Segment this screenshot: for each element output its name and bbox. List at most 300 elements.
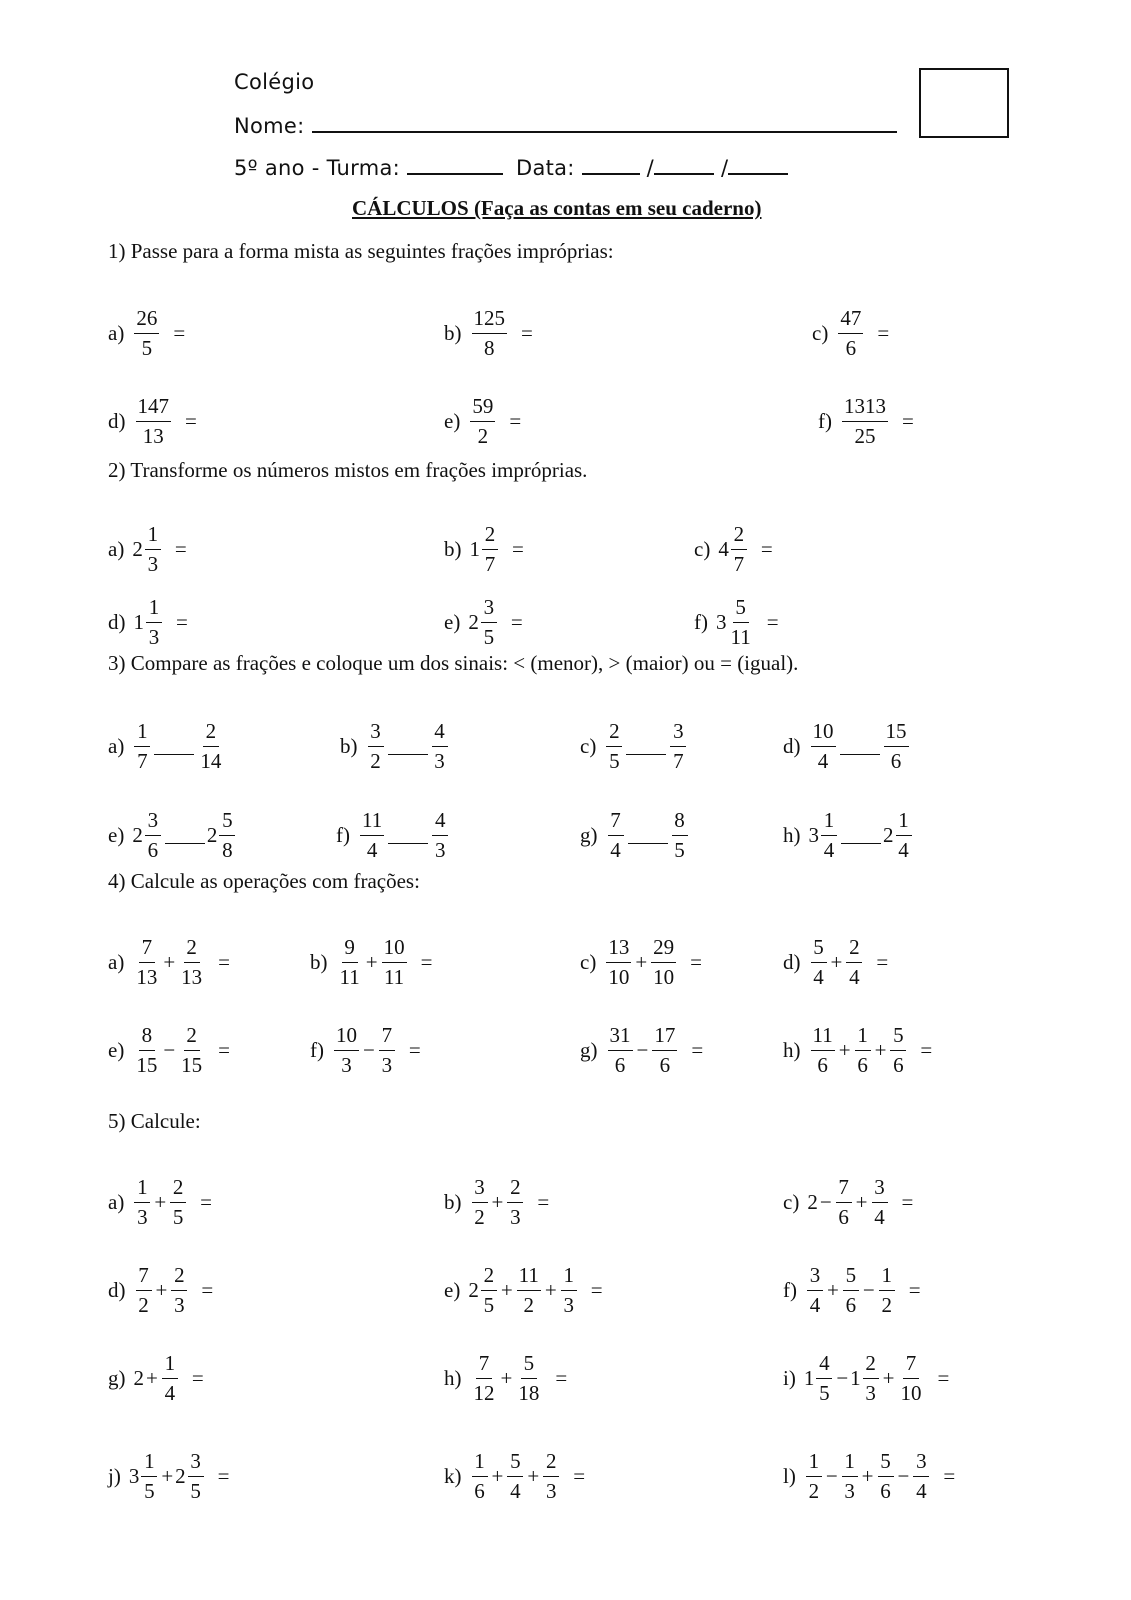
fraction-numerator: 10 [334, 1025, 359, 1051]
exercise-item [108, 308, 185, 359]
equals-sign: = [217, 1464, 230, 1488]
fraction-denominator: 7 [137, 749, 148, 773]
item-label: b) [340, 734, 358, 758]
fraction-denominator: 6 [845, 336, 857, 360]
fraction-numerator: 7 [608, 810, 624, 836]
exercise-item [444, 308, 533, 359]
equals-sign: = [902, 409, 914, 433]
item-label: f) [336, 823, 350, 847]
fraction-numerator: 13 [606, 937, 631, 963]
item-label: a) [108, 950, 125, 974]
exercise-item [108, 1353, 204, 1404]
fraction-numerator: 29 [651, 937, 676, 963]
exercise-item [310, 937, 432, 988]
operator: − [836, 1366, 849, 1390]
fraction-denominator: 13 [181, 965, 203, 989]
fraction [141, 1451, 157, 1502]
fraction [652, 1025, 677, 1076]
equals-sign: = [509, 409, 522, 433]
fraction [896, 810, 912, 861]
fraction-denominator: 3 [341, 1053, 352, 1077]
fraction-denominator: 2 [523, 1293, 535, 1317]
fraction [145, 810, 161, 861]
name-label: Nome: [234, 114, 305, 138]
equals-sign: = [173, 321, 186, 345]
answer-blank[interactable] [840, 754, 880, 755]
fraction [432, 721, 448, 772]
whole-number: 2 [175, 1464, 186, 1488]
item-label: e) [108, 823, 125, 847]
fraction-numerator: 1313 [842, 396, 888, 422]
whole-number: 3 [716, 610, 727, 634]
fraction [811, 1025, 835, 1076]
whole-number: 2 [807, 1190, 818, 1214]
name-field[interactable] [312, 113, 897, 133]
grade-date-row [234, 155, 788, 180]
fraction-numerator: 3 [188, 1451, 204, 1477]
fraction-numerator: 2 [184, 937, 200, 963]
fraction [470, 396, 495, 447]
operator: − [636, 1038, 649, 1062]
fraction [379, 1025, 395, 1076]
fraction-denominator: 3 [434, 749, 445, 773]
answer-blank[interactable] [154, 754, 194, 755]
item-label: d) [783, 734, 801, 758]
equals-sign: = [420, 950, 433, 974]
fraction-denominator: 6 [659, 1053, 671, 1077]
fraction [878, 1451, 894, 1502]
item-label: d) [108, 610, 126, 634]
fraction-numerator: 1 [879, 1265, 895, 1291]
fraction-numerator: 7 [136, 1265, 152, 1291]
fraction-numerator: 3 [145, 810, 161, 836]
fraction-numerator: 1 [842, 1451, 858, 1477]
fraction-numerator: 1 [855, 1025, 871, 1051]
fraction-numerator: 1 [134, 721, 150, 747]
fraction-numerator: 1 [806, 1451, 822, 1477]
exercise-item [108, 1177, 212, 1228]
fraction-numerator: 11 [360, 810, 384, 836]
operator: + [635, 950, 648, 974]
fraction-numerator: 17 [652, 1025, 677, 1051]
fraction [836, 1177, 852, 1228]
fraction-denominator: 5 [483, 1293, 495, 1317]
fraction [188, 1451, 204, 1502]
equals-sign: = [766, 610, 779, 634]
item-label: g) [580, 823, 598, 847]
item-label: b) [310, 950, 328, 974]
fraction-numerator: 10 [811, 721, 836, 747]
exercise-item [444, 396, 521, 447]
equals-sign: = [218, 1038, 231, 1062]
fraction [608, 1025, 633, 1076]
item-label: e) [444, 610, 461, 634]
whole-number: 3 [808, 823, 819, 847]
fraction-denominator: 2 [477, 424, 489, 448]
equals-sign: = [760, 537, 773, 561]
item-label: f) [310, 1038, 324, 1062]
fraction [879, 1265, 895, 1316]
exercise-item [108, 1265, 213, 1316]
fraction [821, 810, 837, 861]
answer-blank[interactable] [388, 754, 428, 755]
equals-sign: = [185, 409, 197, 433]
fraction-numerator: 1 [821, 810, 837, 836]
equals-sign: = [573, 1464, 586, 1488]
q5-prompt: 5) Calcule: [108, 1109, 201, 1133]
fraction-denominator: 2 [808, 1479, 820, 1503]
fraction-denominator: 5 [190, 1479, 201, 1503]
fraction-numerator: 2 [170, 1177, 186, 1203]
item-label: a) [108, 1190, 125, 1214]
fraction-numerator: 3 [807, 1265, 823, 1291]
fraction-denominator: 5 [141, 336, 153, 360]
grade-label: 5º ano - Turma: [234, 156, 400, 180]
fraction-numerator: 5 [878, 1451, 894, 1477]
equals-sign: = [218, 950, 231, 974]
whole-number: 2 [883, 823, 894, 847]
exercise-item [310, 1025, 421, 1076]
operator: + [527, 1464, 540, 1488]
fraction-denominator: 13 [136, 965, 158, 989]
exercise-item [783, 1177, 913, 1228]
operator: − [819, 1190, 832, 1214]
fraction-denominator: 3 [381, 1053, 393, 1077]
fraction-numerator: 2 [606, 721, 622, 747]
equals-sign: = [555, 1366, 568, 1390]
fraction-denominator: 11 [730, 625, 751, 649]
equals-sign: = [200, 1190, 213, 1214]
fraction-numerator: 147 [136, 396, 172, 422]
equals-sign: = [201, 1278, 214, 1302]
operator: − [163, 1038, 176, 1062]
fraction-denominator: 25 [854, 424, 876, 448]
item-label: a) [108, 537, 125, 561]
fraction-denominator: 4 [817, 749, 829, 773]
item-label: b) [444, 1190, 462, 1214]
fraction [360, 810, 384, 861]
fraction-denominator: 11 [383, 965, 405, 989]
fraction-denominator: 6 [845, 1293, 857, 1317]
item-label: h) [783, 1038, 801, 1062]
fraction [855, 1025, 871, 1076]
fraction-denominator: 6 [817, 1053, 828, 1077]
whole-number: 3 [128, 1464, 140, 1488]
fraction [145, 524, 161, 575]
equals-sign: = [176, 610, 188, 634]
equals-sign: = [537, 1190, 550, 1214]
fraction-numerator: 2 [203, 721, 219, 747]
fraction [134, 937, 159, 988]
exercise-item [108, 937, 230, 988]
date-day-field[interactable] [582, 155, 640, 175]
fraction [472, 1177, 488, 1228]
fraction [843, 1265, 859, 1316]
fraction-denominator: 2 [370, 749, 381, 773]
fraction [179, 1025, 204, 1076]
fraction [334, 1025, 359, 1076]
date-separator: / [721, 156, 729, 180]
fraction [884, 721, 909, 772]
fraction-denominator: 3 [174, 1293, 185, 1317]
operator: + [500, 1366, 513, 1390]
fraction-denominator: 10 [608, 965, 630, 989]
school-label: Colégio [234, 70, 315, 94]
exercise-item [444, 1265, 603, 1316]
operator: + [155, 1278, 168, 1302]
item-label: k) [444, 1464, 462, 1488]
fraction-numerator: 2 [543, 1451, 559, 1477]
fraction-numerator: 47 [838, 308, 863, 334]
operator: + [830, 950, 843, 974]
fraction-denominator: 3 [865, 1381, 876, 1405]
fraction-denominator: 2 [881, 1293, 892, 1317]
fraction-denominator: 3 [545, 1479, 557, 1503]
fraction [846, 937, 862, 988]
answer-blank[interactable] [841, 843, 881, 844]
fraction-numerator: 3 [913, 1451, 929, 1477]
fraction [472, 1353, 497, 1404]
fraction [811, 937, 827, 988]
fraction-numerator: 1 [561, 1265, 577, 1291]
exercise-item [580, 937, 702, 988]
equals-sign: = [174, 537, 187, 561]
fraction-denominator: 6 [880, 1479, 891, 1503]
fraction-numerator: 2 [846, 937, 862, 963]
answer-blank[interactable] [626, 754, 666, 755]
item-label: e) [108, 1038, 125, 1062]
operator: + [874, 1038, 887, 1062]
operator: + [491, 1190, 504, 1214]
equals-sign: = [937, 1366, 950, 1390]
fraction-numerator: 5 [521, 1353, 537, 1379]
fraction-numerator: 4 [816, 1353, 832, 1379]
exercise-item [580, 1025, 703, 1076]
fraction-denominator: 3 [563, 1293, 574, 1317]
exercise-item [444, 524, 524, 575]
fraction-numerator: 59 [470, 396, 495, 422]
fraction-denominator: 4 [874, 1205, 885, 1229]
fraction-numerator: 31 [608, 1025, 633, 1051]
item-label: c) [580, 950, 597, 974]
operator: + [146, 1366, 158, 1390]
fraction [472, 1451, 488, 1502]
equals-sign: = [408, 1038, 421, 1062]
fraction-numerator: 8 [139, 1025, 155, 1051]
fraction [838, 308, 863, 359]
operator: − [363, 1038, 375, 1062]
equals-sign: = [590, 1278, 603, 1302]
operator: + [500, 1278, 513, 1302]
fraction-denominator: 4 [809, 1293, 821, 1317]
fraction-denominator: 5 [674, 838, 685, 862]
fraction-denominator: 6 [147, 838, 159, 862]
fraction-numerator: 11 [811, 1025, 835, 1051]
equals-sign: = [876, 950, 889, 974]
grade-box [919, 68, 1009, 138]
item-label: c) [580, 734, 597, 758]
fraction-denominator: 6 [474, 1479, 485, 1503]
fraction-denominator: 6 [614, 1053, 626, 1077]
fraction-denominator: 5 [483, 625, 495, 649]
fraction [134, 308, 159, 359]
operator: − [825, 1464, 838, 1488]
fraction-denominator: 3 [147, 552, 159, 576]
fraction [899, 1353, 924, 1404]
q3-prompt: 3) Compare as frações e coloque um dos sinais: < (menor), > (maior) ou = (igual). [108, 651, 799, 675]
fraction [171, 1265, 187, 1316]
fraction-numerator: 5 [890, 1025, 906, 1051]
exercise-item [694, 597, 779, 648]
fraction [731, 524, 747, 575]
exercise-item [812, 308, 889, 359]
fraction [807, 1265, 823, 1316]
fraction-numerator: 9 [342, 937, 358, 963]
fraction-denominator: 5 [172, 1205, 184, 1229]
fraction-denominator: 10 [900, 1381, 922, 1405]
answer-blank[interactable] [628, 843, 668, 844]
operator: + [491, 1464, 504, 1488]
fraction-denominator: 5 [819, 1381, 830, 1405]
fraction-numerator: 3 [472, 1177, 488, 1203]
fraction [162, 1353, 178, 1404]
fraction [890, 1025, 906, 1076]
fraction-numerator: 125 [472, 308, 508, 334]
equals-sign: = [943, 1464, 956, 1488]
fraction-denominator: 4 [813, 965, 824, 989]
fraction-denominator: 10 [653, 965, 675, 989]
date-separator: / [646, 156, 655, 180]
fraction [382, 937, 407, 988]
date-month-field[interactable] [654, 155, 714, 175]
fraction-denominator: 4 [510, 1479, 521, 1503]
operator: + [154, 1190, 167, 1214]
fraction-numerator: 2 [731, 524, 747, 550]
exercise-item [783, 721, 911, 772]
fraction [472, 308, 508, 359]
item-label: d) [108, 1278, 126, 1302]
fraction [651, 937, 676, 988]
equals-sign: = [920, 1038, 933, 1062]
fraction [811, 721, 836, 772]
operator: + [861, 1464, 874, 1488]
fraction-numerator: 2 [482, 524, 498, 550]
fraction [517, 1265, 541, 1316]
answer-blank[interactable] [388, 843, 428, 844]
operator: + [855, 1190, 868, 1214]
operator: + [161, 1464, 174, 1488]
item-label: d) [783, 950, 801, 974]
exercise-item [444, 1353, 567, 1404]
name-row [234, 113, 897, 138]
fraction-denominator: 3 [844, 1479, 855, 1503]
fraction-denominator: 6 [857, 1053, 868, 1077]
fraction-numerator: 26 [134, 308, 159, 334]
fraction [368, 721, 384, 772]
whole-number: 1 [469, 537, 480, 561]
exercise-item [108, 810, 237, 861]
fraction-denominator: 12 [473, 1381, 495, 1405]
fraction-denominator: 4 [916, 1479, 927, 1503]
fraction [816, 1353, 832, 1404]
fraction [481, 597, 497, 648]
item-label: h) [783, 823, 801, 847]
fraction-numerator: 8 [672, 810, 688, 836]
item-label: f) [783, 1278, 797, 1302]
fraction [134, 1025, 159, 1076]
whole-number: 4 [718, 537, 729, 561]
fraction-denominator: 4 [898, 838, 909, 862]
whole-number: 1 [850, 1366, 861, 1390]
fraction-numerator: 5 [811, 937, 827, 963]
fraction [863, 1353, 879, 1404]
fraction-numerator: 5 [733, 597, 749, 623]
fraction-denominator: 18 [518, 1381, 540, 1405]
class-field[interactable] [407, 155, 503, 175]
item-label: g) [108, 1366, 126, 1390]
fraction-numerator: 3 [872, 1177, 888, 1203]
item-label: f) [694, 610, 708, 634]
fraction-numerator: 15 [884, 721, 909, 747]
fraction [482, 524, 498, 575]
operator: − [897, 1464, 910, 1488]
fraction-denominator: 4 [823, 838, 835, 862]
fraction-numerator: 1 [896, 810, 912, 836]
exercise-item [694, 524, 773, 575]
item-label: l) [783, 1464, 796, 1488]
fraction [672, 810, 688, 861]
operator: + [827, 1278, 839, 1302]
exercise-item [108, 597, 188, 648]
fraction [432, 810, 448, 861]
whole-number: 2 [132, 537, 143, 561]
fraction [543, 1451, 559, 1502]
answer-blank[interactable] [165, 843, 205, 844]
fraction [507, 1451, 523, 1502]
fraction-numerator: 4 [432, 721, 448, 747]
fraction [561, 1265, 577, 1316]
exercise-item [108, 524, 187, 575]
fraction-numerator: 3 [368, 721, 384, 747]
fraction-numerator: 1 [472, 1451, 488, 1477]
item-label: e) [444, 409, 461, 433]
fraction-numerator: 7 [476, 1353, 492, 1379]
fraction-numerator: 11 [517, 1265, 541, 1291]
fraction-numerator: 2 [184, 1025, 200, 1051]
fraction-denominator: 13 [142, 424, 164, 448]
fraction [842, 396, 888, 447]
fraction [913, 1451, 929, 1502]
item-label: i) [783, 1366, 796, 1390]
fraction [146, 597, 162, 648]
item-label: b) [444, 321, 462, 345]
item-label: j) [108, 1464, 121, 1488]
operator: + [838, 1038, 851, 1062]
fraction-numerator: 3 [481, 597, 497, 623]
fraction [198, 721, 223, 772]
date-year-field[interactable] [728, 155, 788, 175]
fraction-numerator: 5 [507, 1451, 523, 1477]
fraction-numerator: 1 [145, 524, 161, 550]
equals-sign: = [521, 321, 533, 345]
exercise-item [108, 1451, 230, 1502]
fraction-numerator: 2 [171, 1265, 187, 1291]
fraction-numerator: 10 [382, 937, 407, 963]
exercise-item [580, 810, 690, 861]
page-title: CÁLCULOS (Faça as contas em seu caderno) [352, 196, 762, 220]
fraction [606, 721, 622, 772]
equals-sign: = [901, 1190, 914, 1214]
